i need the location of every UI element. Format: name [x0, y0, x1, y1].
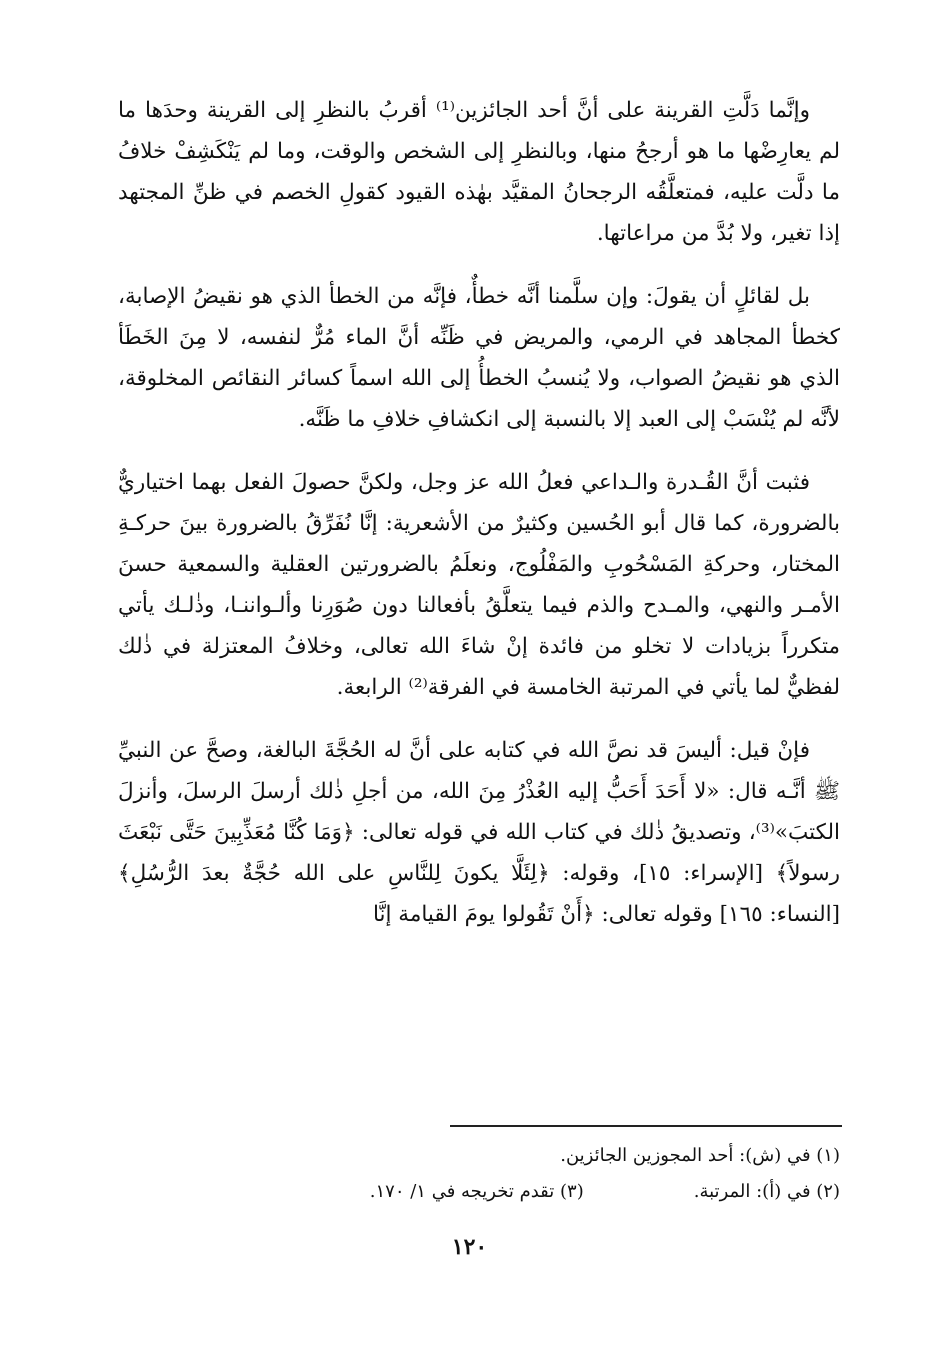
main-text	[118, 90, 840, 935]
footnote-1: (١) في (ش): أحد المجوزين الجائزين.	[560, 1145, 840, 1166]
footnote-line-2	[118, 1174, 840, 1210]
paragraph-3: فثبت أنَّ القُـدرة والـداعي فعلُ الله عز وجل، ولكنَّ حصولَ الفعل بهما اختياريٌّ بالضرورة، كما قال أبو الحُسين وكثيرٌ من الأشعرية: إنَّا نُفَرِّقُ بالضرورة بينَ حركـةِ المختار، وحركةِ المَسْحُوبِ والمَفْلُوج، ونعلَمُ بالضرورتين العقلية والسمعية حسنَ الأمـر والنهي، والمـدح والذم فيما يتعلَّقُ بأفعالنا دون صُوَرِنا وألـواننـا، وذٰلـك يأتي متكرراً بزيادات لا تخلو من فائدة إنْ شاءَ الله تعالى، وخلافُ المعتزلة في ذٰلك لفظيٌّ لما يأتي في المرتبة الخامسة في الفرقة⁽²⁾ الرابعة.	[118, 470, 840, 700]
page-number: ١٢٠	[451, 1234, 488, 1260]
paragraph-4: فإنْ قيل: أليسَ قد نصَّ الله في كتابه على أنَّ له الحُجَّةَ البالغة، وصحَّ عن النبيِّ ﷺ أنَّـه قال: «لا أَحَدَ أَحَبُّ إليه العُذْرُ مِنَ الله، من أجلِ ذٰلك أرسلَ الرسلَ، وأنزلَ الكتبَ»⁽³⁾، وتصديقُ ذٰلك في كتاب الله في قوله تعالى: ﴿وَمَا كُنَّا مُعَذِّبِينَ حَتَّى نَبْعَثَ رسولاً﴾ [الإسراء: ١٥]، وقوله: ﴿لِئَلَّا يكونَ لِلنَّاسِ على الله حُجَّةٌ بعدَ الرُّسُلِ﴾ [النساء: ١٦٥] وقوله تعالى: ﴿أَنْ تَقُولوا يومَ القيامة إنَّا	[118, 738, 840, 927]
footnote-line-1	[118, 1138, 840, 1174]
footnote-3: (٣) تقدم تخريجه في ١/ ١٧٠.	[369, 1181, 584, 1202]
paragraph-1: وإنَّما دَلَّتِ القرينة على أنَّ أحد الجائزين⁽¹⁾ أقربُ بالنظرِ إلى القرينة وحدَها ما لم يعارِضْها ما هو أرجحُ منها، وبالنظرِ إلى الشخص والوقت، وما لم يَنْكَشِفْ خلافُ ما دلَّت عليه، فمتعلَّقُه الرجحانُ المقيَّد بهٰذه القيود كقولِ الخصم في ظنِّ المجتهد إذا تغير، ولا بُدَّ من مراعاتها.	[118, 98, 841, 246]
paragraph-2: بل لقائلٍ أن يقولَ: وإن سلَّمنا أنَّه خطأٌ، فإنَّه من الخطأ الذي هو نقيضُ الإصابة، كخطأ المجاهد في الرمي، والمريض في ظَنِّه أنَّ الماء مُرٌّ لنفسه، لا مِنَ الخَطَأ الذي هو نقيضُ الصواب، ولا يُنسبُ الخطأُ إلى الله اسماً كسائر النقائص المخلوقة، لأنَّه لم يُنْسَبْ إلى العبد إلا بالنسبة إلى انكشافِ خلافِ ما ظَنَّه.	[118, 284, 840, 432]
footnotes	[118, 1138, 840, 1210]
footnote-2: (٢) في (أ): المرتبة.	[693, 1181, 840, 1202]
footnote-separator	[450, 1125, 842, 1127]
